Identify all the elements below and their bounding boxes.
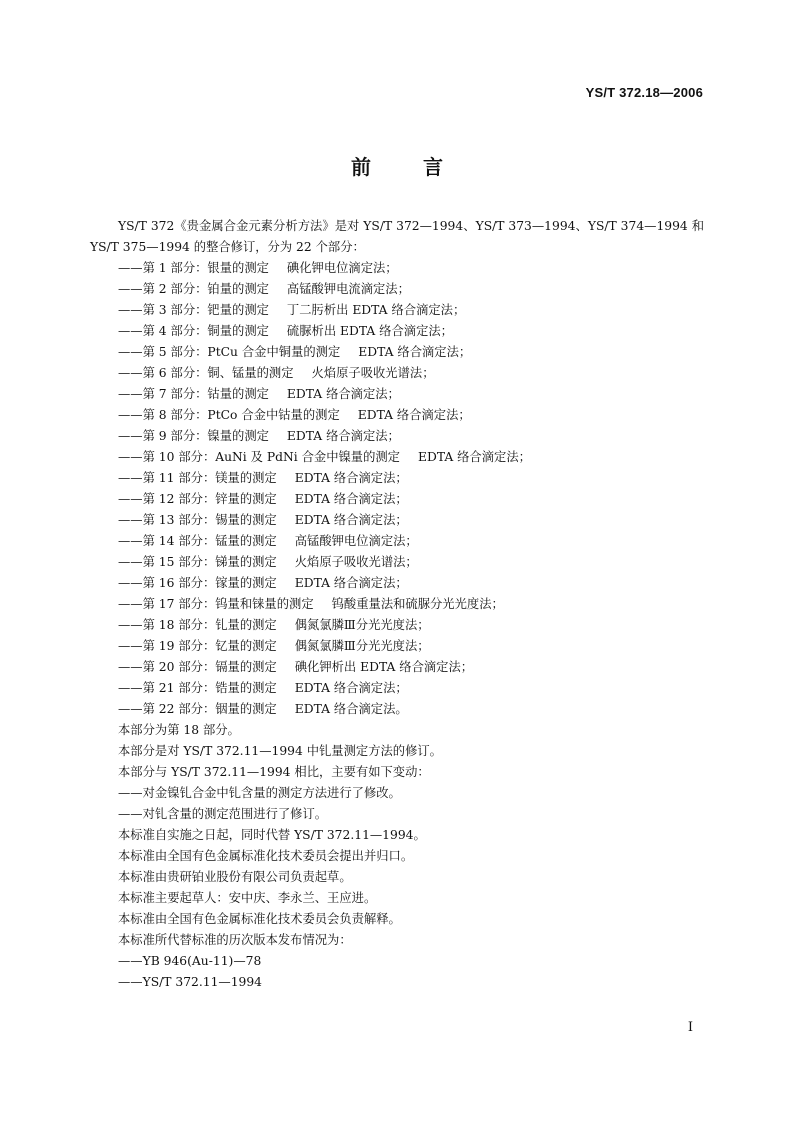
list-item: ——第 14 部分：锰量的测定 高锰酸钾电位滴定法； [118,534,418,548]
list-item: ——第 6 部分：铜、锰量的测定 火焰原子吸收光谱法； [118,366,435,380]
statement-line: 本标准由全国有色金属标准化技术委员会提出并归口。 [118,849,414,863]
list-item: ——第 9 部分：镍量的测定 EDTA 络合滴定法； [118,429,400,443]
list-item: ——第 5 部分：PtCu 合金中铜量的测定 EDTA 络合滴定法； [118,345,472,359]
list-item: ——第 2 部分：铂量的测定 高锰酸钾电流滴定法； [118,282,410,296]
statement-line: ——YS/T 372.11—1994 [118,975,263,989]
list-item: ——第 11 部分：镁量的测定 EDTA 络合滴定法； [118,471,408,485]
statements [90,720,704,993]
list-item: ——第 8 部分：PtCo 合金中钴量的测定 EDTA 络合滴定法； [118,408,471,422]
statement-line: 本标准由贵研铂业股份有限公司负责起草。 [118,870,352,884]
list-item: ——第 15 部分：锑量的测定 火焰原子吸收光谱法； [118,555,418,569]
list-item: ——第 20 部分：镉量的测定 碘化钾析出 EDTA 络合滴定法； [118,660,474,674]
list-item: ——第 19 部分：钇量的测定 偶氮氯膦Ⅲ分光光度法； [118,639,430,653]
statement-line: 本部分为第 18 部分。 [118,723,240,737]
statement-line: ——对钆含量的测定范围进行了修订。 [118,807,328,821]
statement-line: 本标准所代替标准的历次版本发布情况为： [118,933,352,947]
list-item: ——第 18 部分：钆量的测定 偶氮氯膦Ⅲ分光光度法； [118,618,430,632]
list-item: ——第 21 部分：锆量的测定 EDTA 络合滴定法； [118,681,408,695]
statement-line: 本标准主要起草人：安中庆、李永兰、王应进。 [118,891,377,905]
list-item: ——第 22 部分：铟量的测定 EDTA 络合滴定法。 [118,702,408,716]
list-item: ——第 10 部分：AuNi 及 PdNi 合金中镍量的测定 EDTA 络合滴定法； [118,450,531,464]
page-title: 前言 [351,155,495,179]
list-item: ——第 4 部分：铜量的测定 硫脲析出 EDTA 络合滴定法； [118,324,453,338]
statement-line: 本标准由全国有色金属标准化技术委员会负责解释。 [118,912,401,926]
page-number: I [687,1020,693,1035]
list-item: ——第 1 部分：银量的测定 碘化钾电位滴定法； [118,261,398,275]
statement-line: 本标准自实施之日起，同时代替 YS/T 372.11—1994。 [118,828,426,842]
list-item: ——第 13 部分：锡量的测定 EDTA 络合滴定法； [118,513,408,527]
list-item: ——第 7 部分：钴量的测定 EDTA 络合滴定法； [118,387,400,401]
intro-paragraph: YS/T 372《贵金属合金元素分析方法》是对 YS/T 372—1994、YS/T 373—1994、YS/T 374—1994 和 YS/T 375—1994 的整合修订，分为 22 个部分： [90,219,704,254]
list-item: ——第 17 部分：钨量和铼量的测定 钨酸重量法和硫脲分光光度法； [118,597,504,611]
statement-line: 本部分与 YS/T 372.11—1994 相比，主要有如下变动： [118,765,430,779]
statement-line: ——YB 946(Au-11)—78 [118,954,262,968]
statement-line: 本部分是对 YS/T 372.11—1994 中钆量测定方法的修订。 [118,744,442,758]
statement-line: ——对金镍钆合金中钆含量的测定方法进行了修改。 [118,786,401,800]
document-code: YS/T 372.18—2006 [585,85,703,100]
parts-list [90,258,704,720]
list-item: ——第 16 部分：镓量的测定 EDTA 络合滴定法； [118,576,408,590]
list-item: ——第 3 部分：钯量的测定 丁二肟析出 EDTA 络合滴定法； [118,303,466,317]
list-item: ——第 12 部分：锌量的测定 EDTA 络合滴定法； [118,492,408,506]
foreword-body [90,216,704,993]
